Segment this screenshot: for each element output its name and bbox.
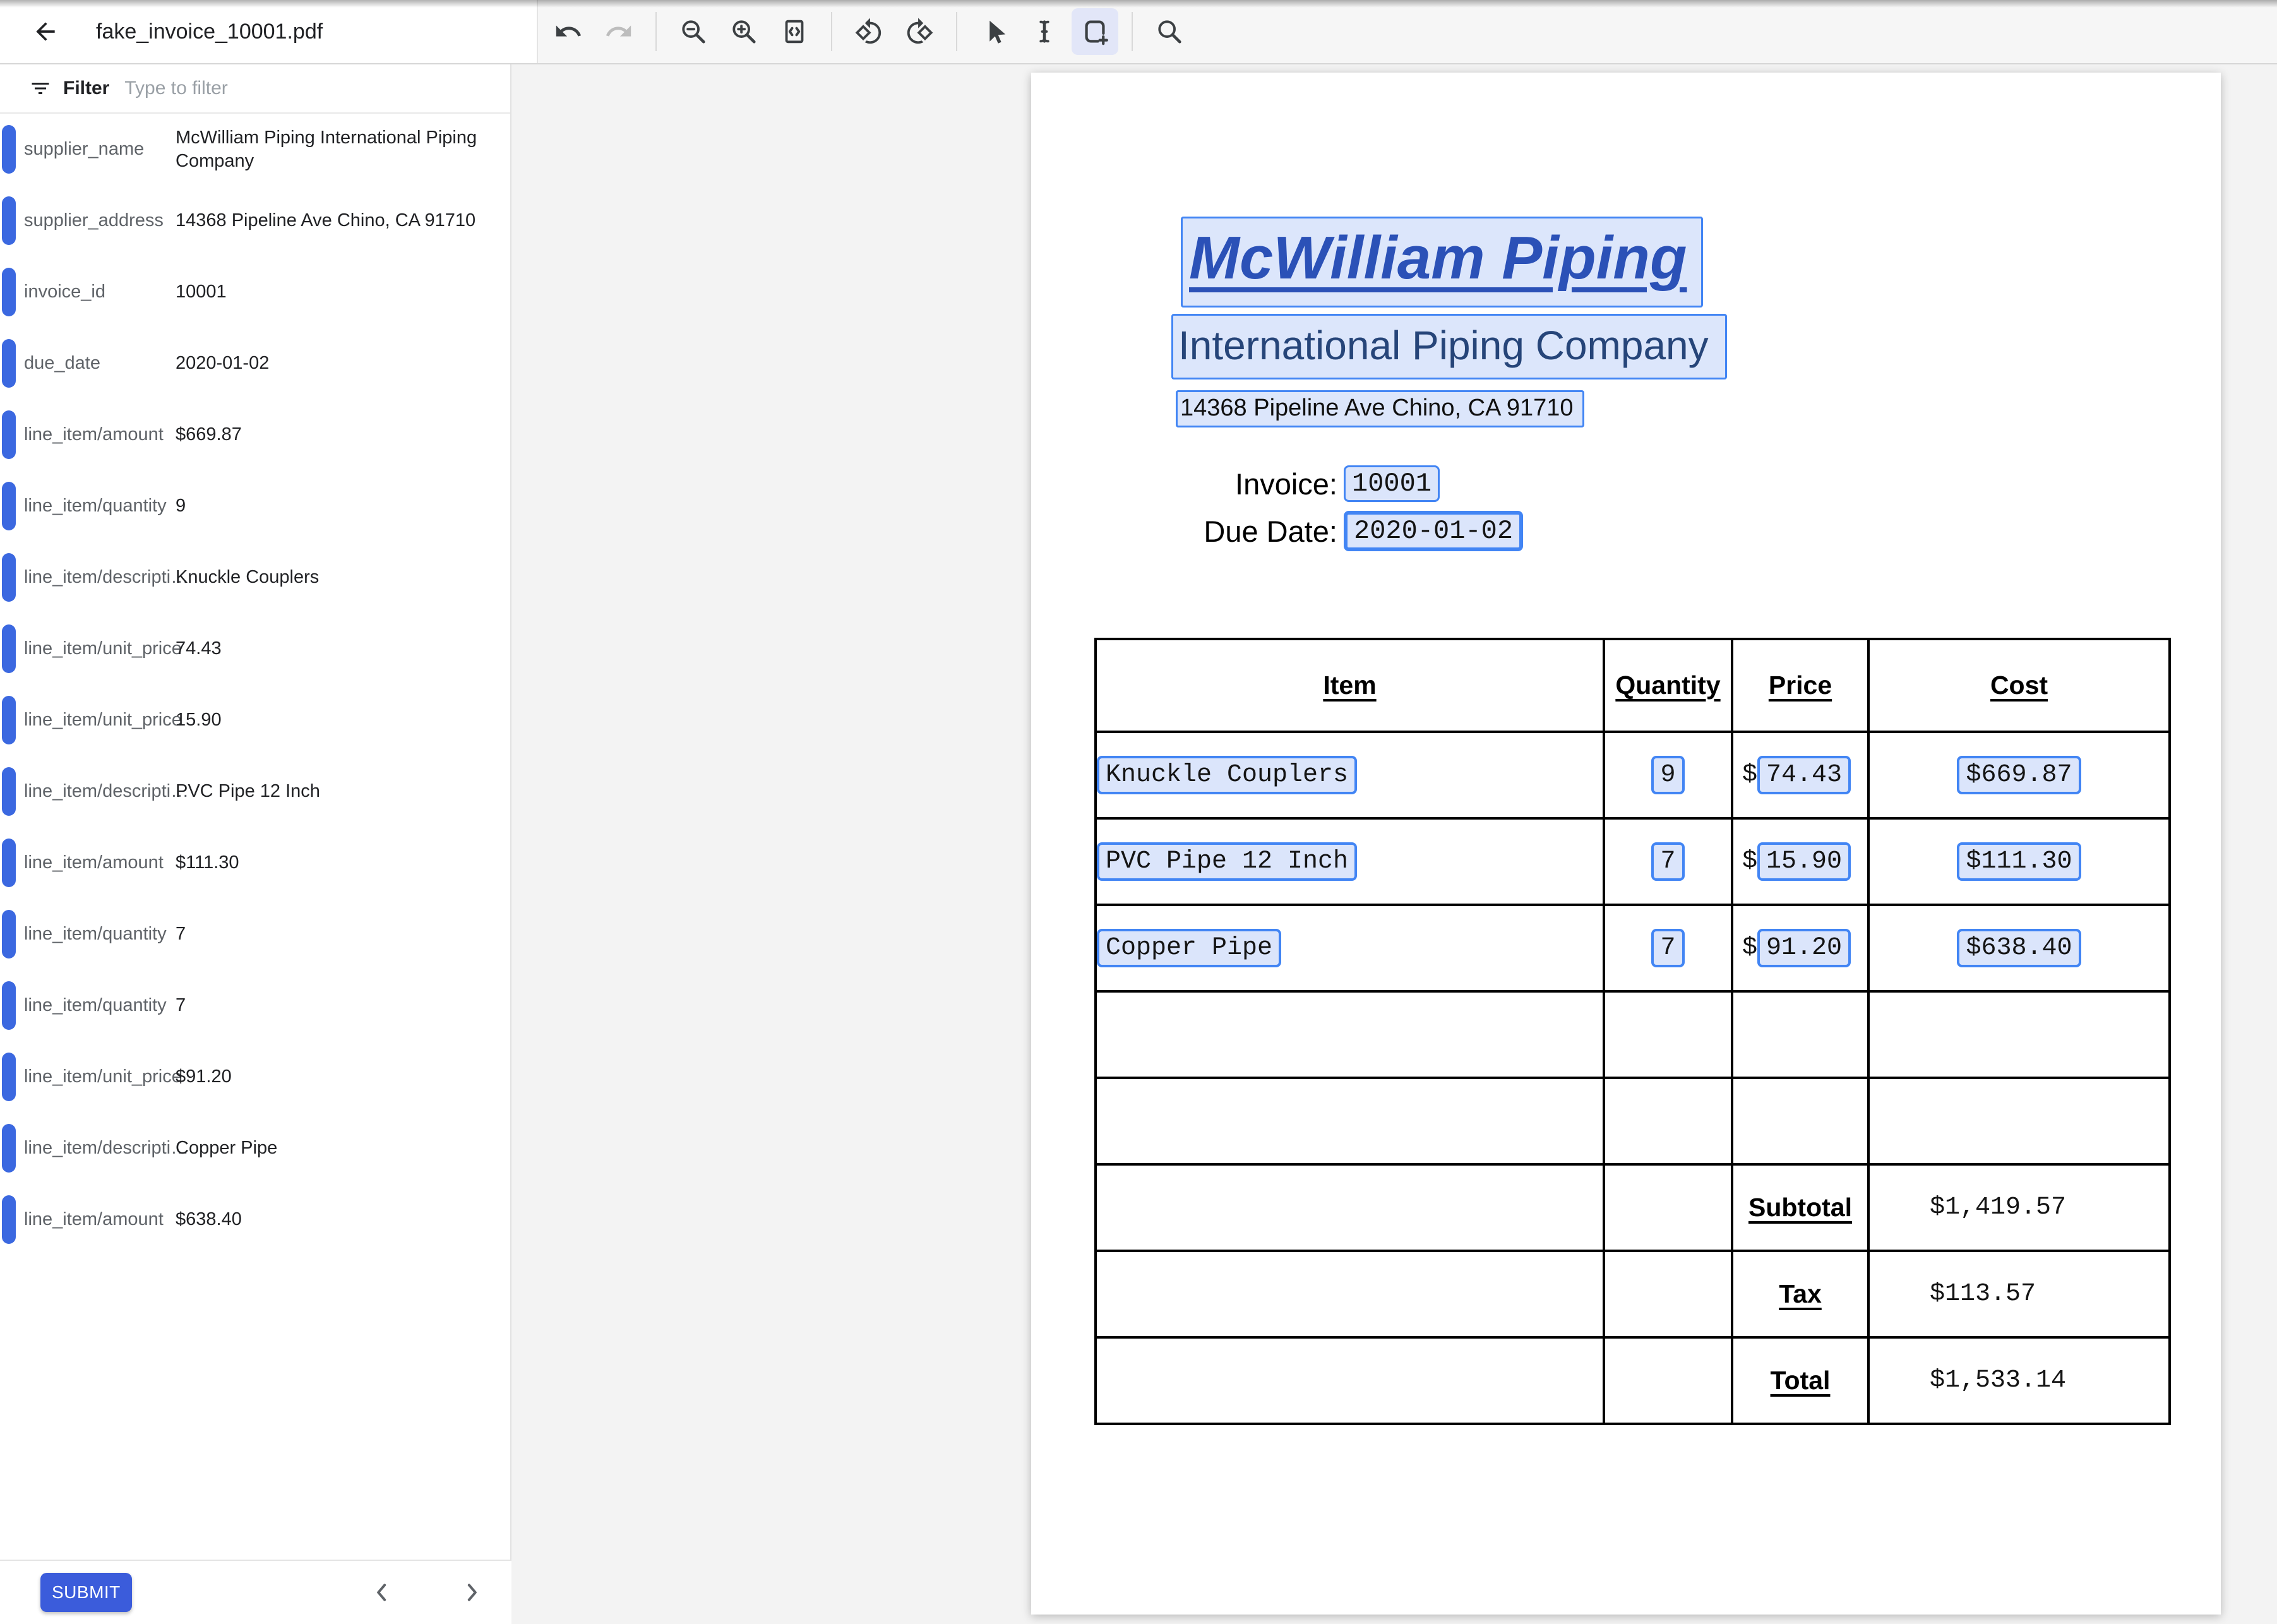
- currency-symbol: $: [1742, 761, 1758, 789]
- toolbar-divider: [1132, 12, 1133, 51]
- top-bar: [0, 0, 2277, 64]
- field-value: 10001: [176, 282, 227, 302]
- total-label: Total: [1770, 1366, 1831, 1395]
- field-value: 14368 Pipeline Ave Chino, CA 91710: [176, 210, 476, 231]
- field-row-line-item-amount[interactable]: [0, 1184, 511, 1255]
- sidebar-footer: [0, 1560, 511, 1624]
- invoice-meta: [1157, 465, 1523, 551]
- field-key: line_item/descripti…: [24, 1138, 189, 1158]
- field-value: 7: [176, 924, 186, 945]
- field-key: supplier_name: [24, 139, 145, 159]
- next-page-button[interactable]: [457, 1578, 486, 1607]
- field-value: 15.90: [176, 710, 222, 731]
- select-tool-button[interactable]: [971, 8, 1017, 55]
- field-key: line_item/unit_price: [24, 638, 182, 659]
- fit-to-page-button[interactable]: [771, 8, 818, 55]
- due-date-label: Due Date:: [1204, 514, 1337, 548]
- field-value: 2020-01-02: [176, 353, 270, 374]
- line-item-description-annotation[interactable]: PVC Pipe 12 Inch: [1097, 842, 1357, 881]
- currency-symbol: $: [1742, 847, 1758, 876]
- company-subtitle-text: International Piping Company: [1178, 323, 1709, 368]
- field-row-line-item-quantity[interactable]: [0, 970, 511, 1041]
- field-row-due-date[interactable]: [0, 328, 511, 399]
- field-pill: [2, 410, 16, 459]
- field-row-line-item-quantity[interactable]: [0, 899, 511, 970]
- supplier-name-annotation[interactable]: [1181, 217, 1703, 307]
- field-pill: [2, 553, 16, 602]
- field-key: line_item/amount: [24, 852, 164, 873]
- rotate-left-icon: [854, 17, 883, 46]
- chevron-left-icon: [369, 1580, 395, 1605]
- field-key: due_date: [24, 353, 100, 373]
- fit-to-page-icon: [780, 17, 809, 46]
- field-row-supplier-address[interactable]: [0, 185, 511, 256]
- back-button[interactable]: [28, 14, 63, 49]
- tax-label: Tax: [1779, 1279, 1822, 1308]
- field-list: [0, 114, 511, 1255]
- field-row-line-item-description[interactable]: [0, 1113, 511, 1184]
- line-item-quantity-annotation[interactable]: 7: [1651, 842, 1684, 881]
- field-row-line-item-description[interactable]: [0, 542, 511, 613]
- arrow-back-icon: [32, 18, 59, 45]
- field-pill: [2, 125, 16, 174]
- search-button[interactable]: [1146, 8, 1193, 55]
- field-key: line_item/quantity: [24, 496, 167, 516]
- total-value: $1,533.14: [1930, 1366, 2067, 1395]
- field-value: $638.40: [176, 1209, 242, 1230]
- company-address-text: 14368 Pipeline Ave Chino, CA 91710: [1180, 395, 1574, 421]
- submit-button[interactable]: SUBMIT: [40, 1573, 132, 1612]
- field-value: PVC Pipe 12 Inch: [176, 781, 320, 802]
- field-pill: [2, 196, 16, 245]
- field-value: McWilliam Piping International Piping Company: [176, 128, 477, 171]
- field-row-line-item-description[interactable]: [0, 756, 511, 827]
- field-pill: [2, 339, 16, 388]
- invoice-id-annotation[interactable]: 10001: [1344, 465, 1440, 502]
- line-item-amount-annotation[interactable]: $111.30: [1957, 842, 2081, 881]
- field-value: 74.43: [176, 638, 222, 659]
- zoom-in-icon: [729, 17, 758, 46]
- rotate-left-button[interactable]: [846, 8, 892, 55]
- table-row: [1096, 818, 2170, 905]
- field-pill: [2, 696, 16, 744]
- field-key: line_item/quantity: [24, 995, 167, 1015]
- rotate-right-icon: [905, 17, 934, 46]
- field-key: line_item/descripti…: [24, 567, 189, 587]
- rotate-right-button[interactable]: [896, 8, 943, 55]
- line-item-unit-price-annotation[interactable]: 91.20: [1757, 929, 1851, 967]
- field-pill: [2, 1195, 16, 1244]
- field-value: 9: [176, 496, 186, 516]
- field-key: line_item/amount: [24, 1209, 164, 1229]
- invoice-table: [1094, 638, 2171, 1425]
- field-value: Knuckle Couplers: [176, 567, 320, 588]
- field-row-line-item-quantity[interactable]: [0, 470, 511, 542]
- add-bounding-box-icon: [1080, 17, 1109, 46]
- redo-button[interactable]: [595, 8, 642, 55]
- previous-page-button[interactable]: [368, 1578, 397, 1607]
- col-header-item: Item: [1323, 671, 1377, 700]
- tax-value: $113.57: [1930, 1280, 2036, 1308]
- field-pill: [2, 268, 16, 316]
- field-row-line-item-unit-price[interactable]: [0, 1041, 511, 1113]
- field-value: $669.87: [176, 424, 242, 445]
- table-empty-row: [1096, 1078, 2170, 1164]
- document-title: fake_invoice_10001.pdf: [96, 19, 323, 44]
- due-date-annotation[interactable]: 2020-01-02: [1344, 511, 1523, 551]
- line-item-amount-annotation[interactable]: $638.40: [1957, 929, 2081, 967]
- field-pill: [2, 624, 16, 673]
- field-pill: [2, 1124, 16, 1173]
- subtotal-label: Subtotal: [1748, 1193, 1852, 1222]
- subtotal-row: [1096, 1164, 2170, 1251]
- cursor-icon: [979, 17, 1008, 46]
- field-pill: [2, 482, 16, 530]
- line-item-description-annotation[interactable]: Copper Pipe: [1097, 929, 1281, 967]
- field-pill: [2, 910, 16, 958]
- field-key: line_item/unit_price: [24, 1066, 182, 1087]
- redo-icon: [604, 17, 633, 46]
- table-empty-row: [1096, 991, 2170, 1078]
- field-key: invoice_id: [24, 282, 105, 302]
- zoom-out-button[interactable]: [670, 8, 717, 55]
- field-pill: [2, 767, 16, 816]
- line-item-amount-annotation[interactable]: $669.87: [1957, 756, 2081, 794]
- field-key: line_item/quantity: [24, 924, 167, 944]
- add-bounding-box-tool-button[interactable]: [1072, 8, 1118, 55]
- table-header-row: [1096, 639, 2170, 732]
- field-key: line_item/amount: [24, 424, 164, 445]
- field-row-supplier-name[interactable]: [0, 114, 511, 185]
- filter-label: Filter: [63, 78, 110, 99]
- filter-bar: [0, 64, 510, 114]
- field-key: supplier_address: [24, 210, 164, 230]
- pager: [368, 1578, 486, 1607]
- field-pill: [2, 839, 16, 887]
- toolbar: [537, 0, 1195, 63]
- fields-sidebar: [0, 64, 511, 1624]
- field-row-invoice-id[interactable]: [0, 256, 511, 328]
- field-key: line_item/unit_price: [24, 710, 182, 730]
- zoom-out-icon: [679, 17, 708, 46]
- filter-input[interactable]: [123, 77, 391, 100]
- line-item-quantity-annotation[interactable]: 9: [1651, 756, 1684, 794]
- subtotal-value: $1,419.57: [1930, 1193, 2067, 1222]
- invoice-label: Invoice:: [1235, 467, 1337, 501]
- field-pill: [2, 1053, 16, 1101]
- search-icon: [1155, 17, 1184, 46]
- text-select-tool-button[interactable]: [1021, 8, 1068, 55]
- pdf-page: [1031, 73, 2221, 1615]
- company-title-text: McWilliam Piping: [1189, 224, 1687, 292]
- field-row-line-item-unit-price[interactable]: [0, 684, 511, 756]
- line-item-unit-price-annotation[interactable]: 15.90: [1757, 842, 1851, 881]
- text-cursor-icon: [1030, 17, 1059, 46]
- line-item-description-annotation[interactable]: Knuckle Couplers: [1097, 756, 1357, 794]
- field-row-line-item-amount[interactable]: [0, 399, 511, 470]
- field-row-line-item-amount[interactable]: [0, 827, 511, 899]
- top-bar-title-area: [0, 0, 538, 63]
- toolbar-divider: [655, 12, 657, 51]
- line-item-quantity-annotation[interactable]: 7: [1651, 929, 1684, 967]
- field-key: line_item/descripti…: [24, 781, 189, 801]
- col-header-price: Price: [1768, 671, 1832, 700]
- supplier-name-annotation-2[interactable]: [1171, 314, 1727, 379]
- col-header-quantity: Quantity: [1615, 671, 1721, 700]
- field-value: Copper Pipe: [176, 1138, 278, 1159]
- zoom-in-button[interactable]: [720, 8, 767, 55]
- tax-row: [1096, 1251, 2170, 1337]
- undo-button[interactable]: [545, 8, 592, 55]
- line-item-unit-price-annotation[interactable]: 74.43: [1757, 756, 1851, 794]
- total-row: [1096, 1337, 2170, 1424]
- supplier-address-annotation[interactable]: [1176, 390, 1584, 427]
- toolbar-divider: [831, 12, 832, 51]
- currency-symbol: $: [1742, 934, 1758, 962]
- col-header-cost: Cost: [1990, 671, 2048, 700]
- chevron-right-icon: [459, 1580, 484, 1605]
- filter-icon: [29, 77, 52, 100]
- field-value: 7: [176, 995, 186, 1016]
- table-row: [1096, 732, 2170, 818]
- table-row: [1096, 905, 2170, 991]
- field-value: $111.30: [176, 852, 239, 873]
- undo-icon: [554, 17, 583, 46]
- toolbar-divider: [956, 12, 957, 51]
- field-row-line-item-unit-price[interactable]: [0, 613, 511, 684]
- field-value: $91.20: [176, 1066, 232, 1087]
- field-pill: [2, 981, 16, 1030]
